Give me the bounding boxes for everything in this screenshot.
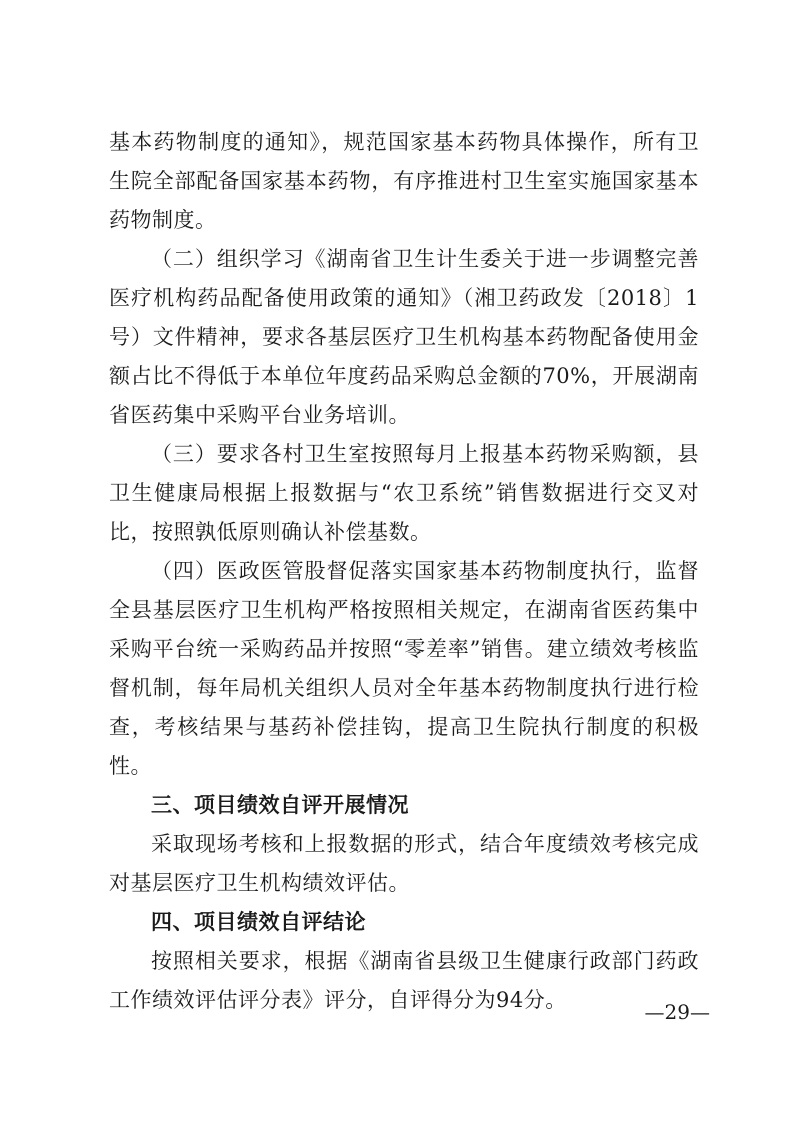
section-heading-3: 三、项目绩效自评开展情况 [151, 793, 409, 817]
paragraph-continuation: 基本药物制度的通知》，规范国家基本药物具体操作，所有卫生院全部配备国家基本药物，有序推进村卫生室实施国家基本药物制度。 [109, 130, 699, 232]
paragraph-item-4: （四）医政医管股督促落实国家基本药物制度执行，监督全县基层医疗卫生机构严格按照相关规定，在湖南省医药集中采购平台统一采购药品并按照“零差率”销售。建立绩效考核监督机制，每年局机关组织人员对全年基本药物制度执行进行检查，考核结果与基药补偿挂钩，提高卫生院执行制度的积极性。 [109, 559, 699, 778]
paragraph-section-3: 采取现场考核和上报数据的形式，结合年度绩效考核完成对基层医疗卫生机构绩效评估。 [109, 832, 699, 895]
document-body [109, 123, 699, 1020]
paragraph-item-3: （三）要求各村卫生室按照每月上报基本药物采购额，县卫生健康局根据上报数据与“农卫系统”销售数据进行交叉对比，按照孰低原则确认补偿基数。 [109, 442, 699, 544]
paragraph-item-2: （二）组织学习《湖南省卫生计生委关于进一步调整完善医疗机构药品配备使用政策的通知》（湘卫药政发〔2018〕1号）文件精神，要求各基层医疗卫生机构基本药物配备使用金额占比不得低于本单位年度药品采购总金额的70%，开展湖南省医药集中采购平台业务培训。 [109, 247, 699, 427]
page-number: —29— [644, 1000, 710, 1024]
section-heading-4: 四、项目绩效自评结论 [151, 910, 366, 934]
paragraph-section-4: 按照相关要求，根据《湖南省县级卫生健康行政部门药政工作绩效评估评分表》评分，自评得分为94分。 [109, 949, 699, 1012]
